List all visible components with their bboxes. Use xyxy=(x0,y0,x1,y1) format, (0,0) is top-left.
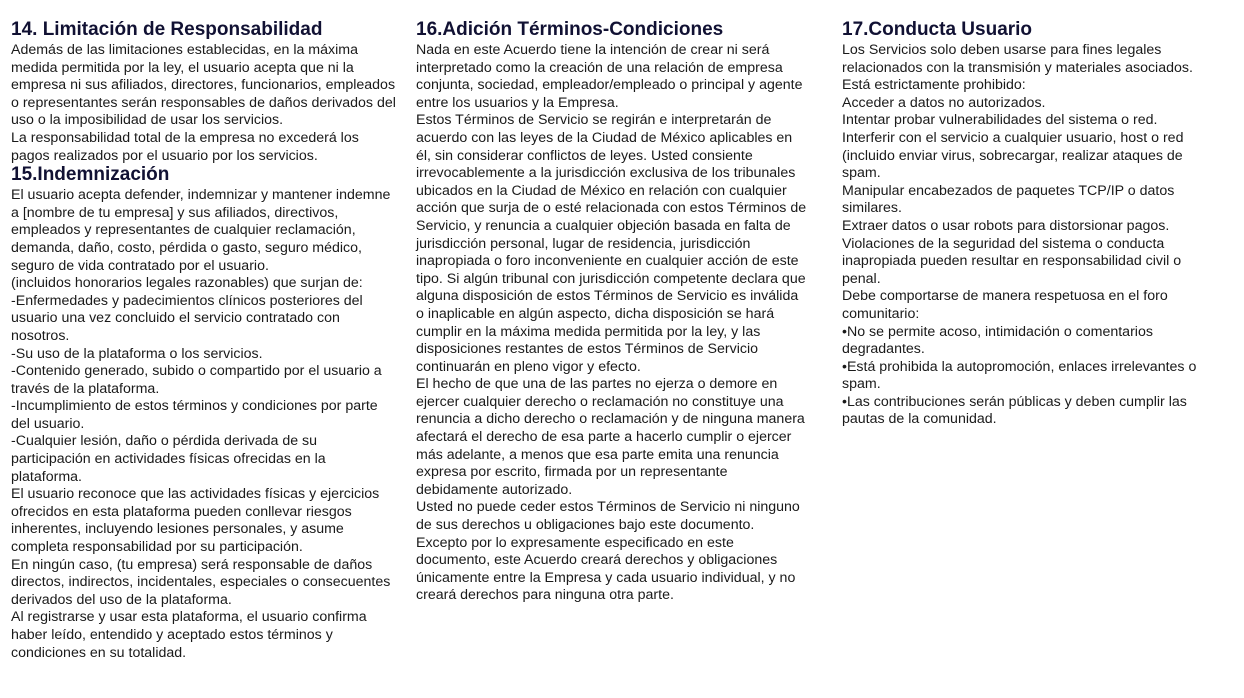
section-adicion-terminos xyxy=(416,18,808,605)
section-title: 17.Conducta Usuario xyxy=(842,19,1033,40)
list-item: -Su uso de la plataforma o los servicios. xyxy=(11,345,263,362)
list-item: Acceder a datos no autorizados. xyxy=(842,94,1046,111)
paragraph: Debe comportarse de manera respetuosa en el foro comunitario: xyxy=(842,288,1168,322)
paragraph: Al registrarse y usar esta plataforma, el usuario confirma haber leído, entendido y aceptado estos términos y condiciones en su totalidad. xyxy=(11,609,367,661)
paragraph: (incluidos honorarios legales razonables) que surjan de: xyxy=(11,275,363,292)
bullet-item: •No se permite acoso, intimidación o comentarios degradantes. xyxy=(842,323,1153,358)
section-title: 15.Indemnización xyxy=(11,164,170,186)
list-item: Extraer datos o usar robots para distorsionar pagos. xyxy=(842,217,1170,234)
paragraph: Está estrictamente prohibido: xyxy=(842,77,1026,94)
section-limitacion-responsabilidad xyxy=(11,18,397,165)
column-right xyxy=(842,18,1220,429)
paragraph: Nada en este Acuerdo tiene la intención de crear ni será interpretado como la creación de una relación de empresa conjunta, sociedad, empleador/empleado o principal y agente entre los usuarios y la Empresa. xyxy=(416,42,803,111)
column-middle xyxy=(416,18,808,605)
paragraph: Excepto por lo expresamente especificado en este documento, este Acuerdo creará derechos y obligaciones únicamente entre la Empresa y cada usuario individual, y no creará derechos para ninguna otra parte. xyxy=(416,534,796,604)
list-item: -Enfermedades y padecimientos clínicos posteriores del usuario una vez concluido el servicio contratado con nosotros. xyxy=(11,292,363,344)
column-left xyxy=(11,18,397,662)
section-conducta-usuario xyxy=(842,18,1220,429)
paragraph: El usuario reconoce que las actividades físicas y ejercicios ofrecidos en esta plataforma pueden conllevar riesgos inherentes, incluyendo lesiones personales, y asume completa responsabilidad por su participación. xyxy=(11,486,380,556)
section-indemnizacion xyxy=(11,163,397,662)
bullet-item: •Las contribuciones serán públicas y deben cumplir las pautas de la comunidad. xyxy=(842,393,1187,428)
paragraph: En ningún caso, (tu empresa) será responsable de daños directos, indirectos, incidentales, especiales o consecuentes derivados del uso de la plataforma. xyxy=(11,556,391,608)
list-item: -Cualquier lesión, daño o pérdida derivada de su participación en actividades físicas ofrecidas en la plataforma. xyxy=(11,433,326,485)
paragraph: El hecho de que una de las partes no ejerza o demore en ejercer cualquier derecho o reclamación no constituye una renuncia a dicho derecho o reclamación y de ninguna manera afectará el derecho de esa parte a hacerlo cumplir o ejercer más adelante, a menos que esa parte emita una renuncia expresa por escrito, firmada por un representante debidamente autorizado. xyxy=(416,376,805,498)
list-item: Interferir con el servicio a cualquier usuario, host o red (incluido enviar virus, sobrecargar, realizar ataques de spam. xyxy=(842,129,1184,182)
paragraph: Los Servicios solo deben usarse para fines legales relacionados con la transmisión y materiales asociados. xyxy=(842,42,1193,76)
bullet-item: •Está prohibida la autopromoción, enlaces irrelevantes o spam. xyxy=(842,358,1197,393)
section-title: 16.Adición Términos-Condiciones xyxy=(416,19,724,40)
paragraph: Violaciones de la seguridad del sistema o conducta inapropiada pueden resultar en responsabilidad civil o penal. xyxy=(842,235,1182,287)
paragraph: Estos Términos de Servicio se regirán e interpretarán de acuerdo con las leyes de la Ciudad de México aplicables en él, sin considerar conflictos de leyes. Usted consiente irrevocablemente a la jurisdicción exclusiva de los tribunales ubicados en la Ciudad de México en relación con cualquier acción que surja de o esté relacionada con estos Términos de Servicio, y renuncia a cualquier objeción basada en falta de jurisdicción personal, lugar de residencia, jurisdicción inapropiada o foro inconveniente en cualquier acción de este tipo. Si algún tribunal con jurisdicción competente declara que alguna disposición de estos Términos de Servicio es inválida o inaplicable en algún aspecto, dicha disposición se hará cumplir en la máxima medida permitida por la ley, y las disposiciones restantes de estos Términos de Servicio continuarán en pleno vigor y efecto. xyxy=(416,112,807,375)
paragraph: Usted no puede ceder estos Términos de Servicio ni ninguno de sus derechos u obligaciones bajo este documento. xyxy=(416,499,800,534)
list-item: Manipular encabezados de paquetes TCP/IP o datos similares. xyxy=(842,182,1175,217)
section-title: 14. Limitación de Responsabilidad xyxy=(11,19,323,40)
paragraph: La responsabilidad total de la empresa no excederá los pagos realizados por el usuario por los servicios. xyxy=(11,129,359,164)
list-item: -Contenido generado, subido o compartido por el usuario a través de la plataforma. xyxy=(11,363,382,397)
paragraph: Además de las limitaciones establecidas, en la máxima medida permitida por la ley, el usuario acepta que ni la empresa ni sus afiliados, directores, funcionarios, empleados o representantes serán responsables de daños derivados del uso o la imposibilidad de usar los servicios. xyxy=(11,42,396,129)
list-item: -Incumplimiento de estos términos y condiciones por parte del usuario. xyxy=(11,398,378,432)
paragraph: El usuario acepta defender, indemnizar y mantener indemne a [nombre de tu empresa] y sus afiliados, directivos, empleados y representantes de cualquier reclamación, demanda, daño, costo, pérdida o gasto, seguro médico, seguro de vida contratado por el usuario. xyxy=(11,187,391,274)
list-item: Intentar probar vulnerabilidades del sistema o red. xyxy=(842,112,1158,129)
